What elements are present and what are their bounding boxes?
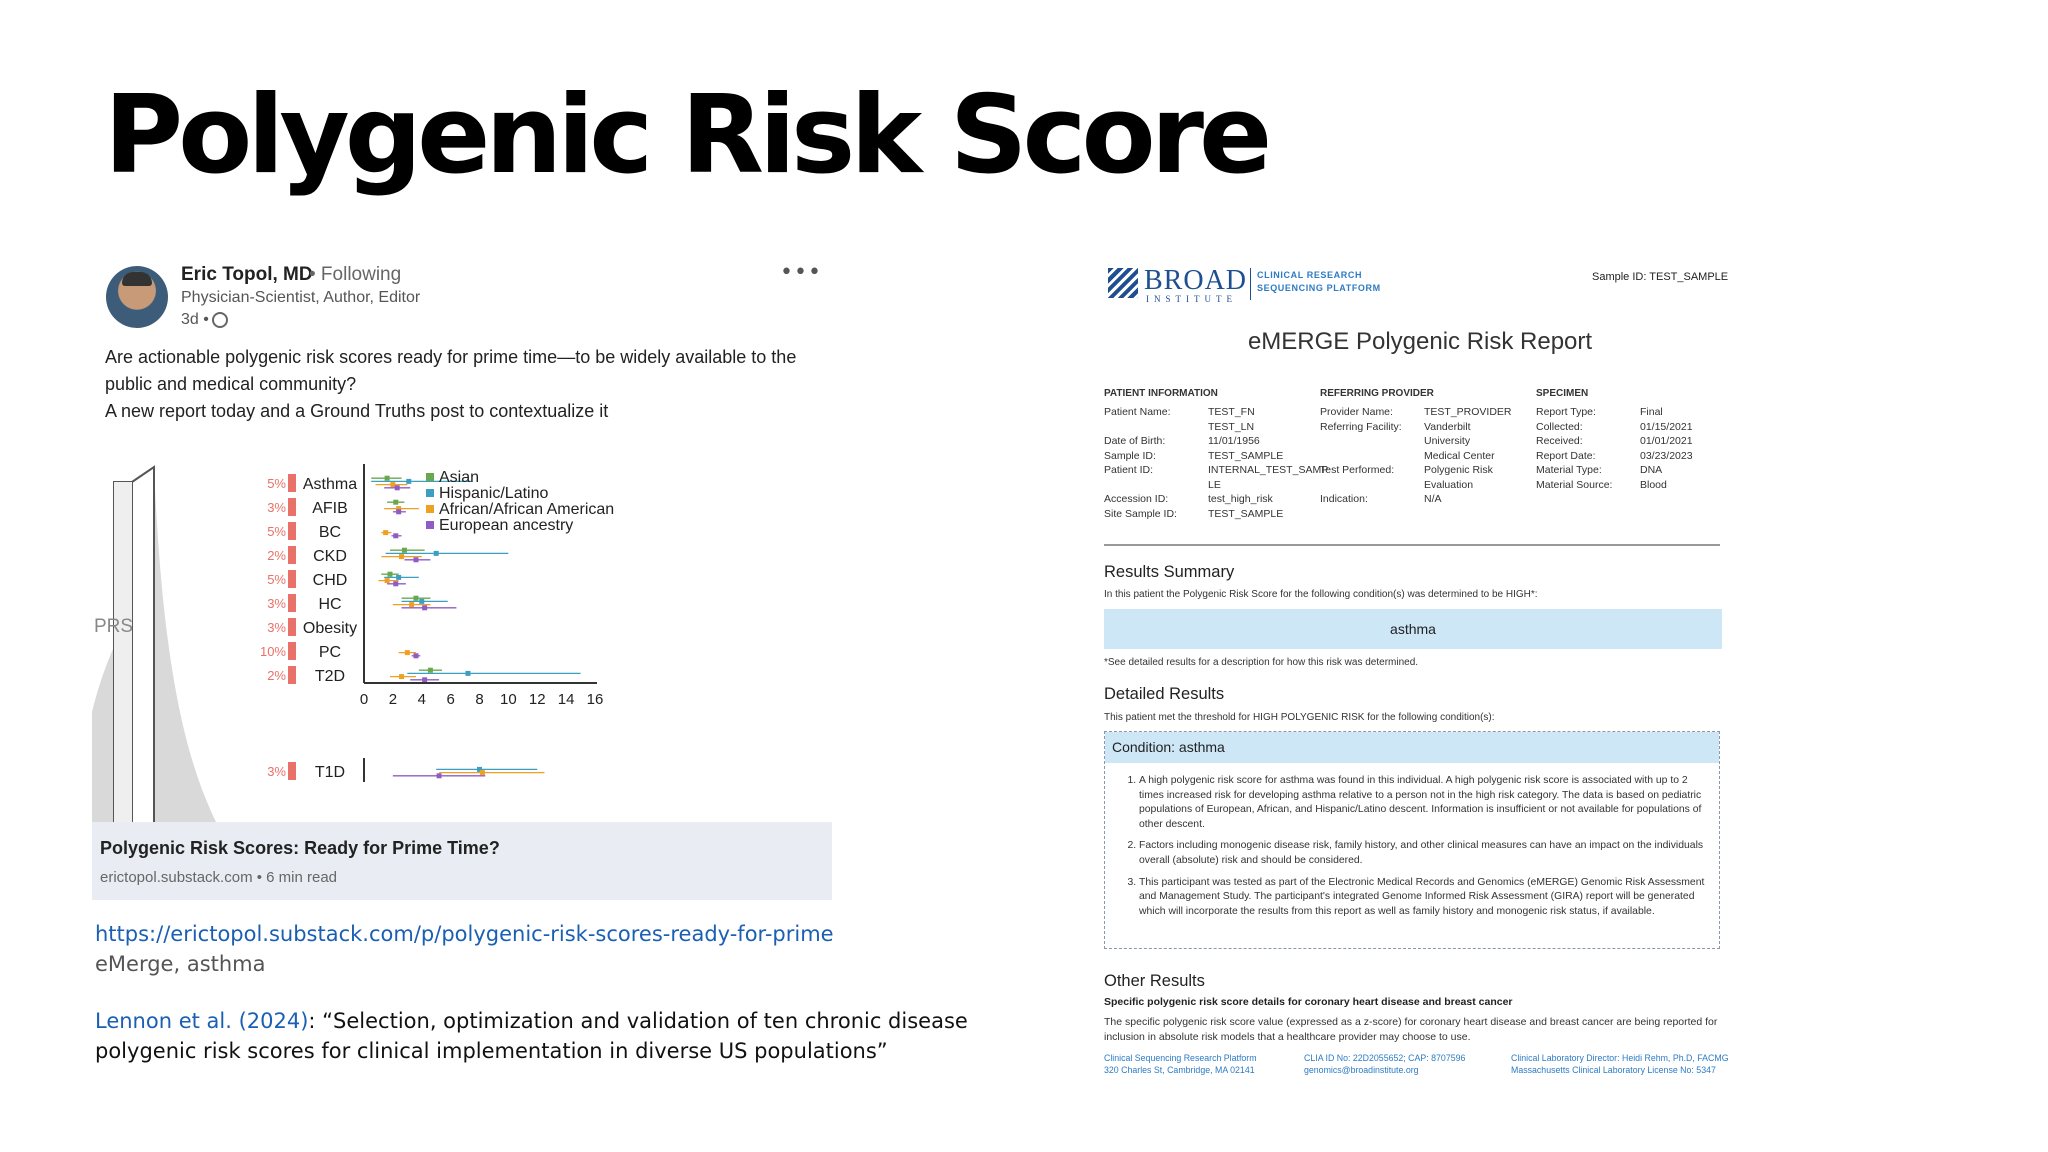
results-summary-heading: Results Summary [1104, 563, 1235, 581]
patient-label: Sample ID: [1104, 449, 1156, 462]
provider-label: Test Performed: [1320, 464, 1395, 476]
specimen-value: Final [1640, 406, 1663, 418]
footer-line: 320 Charles St, Cambridge, MA 02141 [1104, 1065, 1255, 1075]
data-point [419, 599, 424, 604]
condition-red-bar [288, 498, 296, 516]
specimen-label: Received: [1536, 435, 1583, 447]
data-point [422, 605, 427, 610]
detailed-results-text: This patient met the threshold for HIGH POLYGENIC RISK for the following condition(s): [1104, 712, 1495, 723]
post-text-line: Are actionable polygenic risk scores ready for prime time—to be widely available to the [105, 347, 797, 367]
data-point [390, 482, 395, 487]
provider-row [1320, 492, 1512, 507]
prs-chart [92, 452, 832, 822]
percentage-label: 3% [267, 500, 286, 515]
data-point [399, 674, 404, 679]
percentage-label: 5% [267, 476, 286, 491]
platform-name-line: SEQUENCING PLATFORM [1257, 283, 1381, 293]
footer-line: Clinical Laboratory Director: Heidi Rehm, Ph.D, FACMG [1511, 1053, 1729, 1063]
data-point [413, 557, 418, 562]
specimen-info [1536, 388, 1693, 492]
data-point [383, 530, 388, 535]
footer-line: Clinical Sequencing Research Platform [1104, 1053, 1257, 1063]
condition-red-bar [288, 594, 296, 612]
percentage-label: 2% [267, 668, 286, 683]
legend-swatch [426, 473, 434, 481]
prs-distribution-shape [154, 467, 216, 822]
x-tick-label: 0 [359, 691, 369, 708]
condition-red-bar [288, 474, 296, 492]
data-point [422, 677, 427, 682]
condition-detail-item: 3. This participant was tested as part of the Electronic Medical Records and Genomics (eMERGE) Genomic Risk Assessment and Management Study. The participant's integrated Genome Informed Risk Assessment (GIRA) report will be generated which will incorporate the results from this report as well as family history and monogenic risk status, if available. [1139, 876, 1707, 920]
detailed-results-heading: Detailed Results [1104, 685, 1225, 703]
condition-label: Asthma [302, 476, 358, 493]
provider-row [1320, 420, 1512, 464]
provider-label: Indication: [1320, 493, 1368, 505]
condition-label: BC [318, 524, 342, 541]
provider-info [1320, 388, 1512, 507]
data-point [437, 773, 442, 778]
specimen-value: 01/01/2021 [1640, 435, 1693, 447]
specimen-value: 03/23/2023 [1640, 449, 1693, 462]
condition-label: Obesity [302, 620, 358, 637]
provider-value: Polygenic Risk Evaluation [1424, 464, 1493, 491]
patient-label: Site Sample ID: [1104, 507, 1177, 520]
logo-divider [1250, 268, 1251, 300]
high-risk-condition: asthma [1104, 609, 1722, 649]
prs-report [1100, 250, 1740, 1090]
patient-info-header: PATIENT INFORMATION [1104, 388, 1218, 399]
link-card-title[interactable]: Polygenic Risk Scores: Ready for Prime Time? [100, 838, 500, 858]
report-title: eMERGE Polygenic Risk Report [1247, 328, 1593, 355]
data-point [393, 500, 398, 505]
specimen-row [1536, 434, 1693, 449]
data-point [385, 476, 390, 481]
prs-bracket-outer [132, 467, 154, 822]
more-options-icon[interactable]: ••• [780, 260, 822, 285]
specimen-label: Material Type: [1536, 464, 1602, 476]
specimen-row [1536, 463, 1693, 478]
patient-value: TEST_SAMPLE [1208, 507, 1284, 520]
patient-info [1104, 388, 1328, 521]
condition-red-bar [288, 642, 296, 660]
condition-heading: Condition: asthma [1105, 732, 1719, 763]
link-card-source: erictopol.substack.com • 6 min read [100, 869, 338, 886]
patient-label: Patient ID: [1104, 464, 1154, 476]
link-caption: eMerge, asthma [95, 952, 266, 976]
patient-row [1104, 507, 1328, 522]
citation-title: : “Selection, optimization and validation of ten chronic disease polygenic risk scores for clinical implementation in diverse US populations” [95, 1009, 968, 1063]
specimen-info-header: SPECIMEN [1536, 388, 1589, 399]
data-point [396, 575, 401, 580]
x-tick-label: 4 [417, 691, 426, 708]
data-point [434, 551, 439, 556]
prs-side-label: PRS [94, 616, 134, 637]
percentage-label: 10% [259, 644, 286, 659]
citation-link[interactable]: Lennon et al. (2024) [95, 1009, 309, 1033]
condition-red-bar [288, 762, 296, 780]
data-point [393, 533, 398, 538]
specimen-value: Blood [1640, 478, 1667, 491]
data-point [413, 596, 418, 601]
data-point [465, 671, 470, 676]
prs-chart-svg [92, 452, 832, 822]
patient-value: INTERNAL_TEST_SAMP LE [1208, 464, 1329, 491]
specimen-row [1536, 405, 1693, 420]
patient-value: TEST_SAMPLE [1208, 449, 1284, 462]
condition-label: PC [318, 644, 342, 661]
patient-row [1104, 434, 1328, 449]
specimen-label: Report Date: [1536, 449, 1596, 462]
patient-value: 11/01/1956 [1208, 435, 1260, 447]
percentage-label: 3% [267, 596, 286, 611]
legend-label: European ancestry [439, 517, 574, 534]
data-point [405, 650, 410, 655]
data-point [402, 548, 407, 553]
legend-label: Hispanic/Latino [439, 485, 549, 502]
provider-value: N/A [1424, 493, 1442, 505]
logo-subtitle: INSTITUTE [1146, 294, 1237, 304]
logo-wordmark: BROAD [1144, 265, 1248, 296]
data-point [395, 485, 400, 490]
patient-value: test_high_risk [1208, 493, 1273, 505]
percentage-label: 3% [267, 620, 286, 635]
post-time: 3d • [181, 311, 209, 328]
condition-red-bar [288, 570, 296, 588]
provider-value: TEST_PROVIDER [1424, 406, 1512, 418]
provider-info-header: REFERRING PROVIDER [1320, 388, 1434, 399]
sample-id: Sample ID: TEST_SAMPLE [1592, 271, 1729, 283]
prs-bar-fill [114, 482, 132, 822]
slide-title: Polygenic Risk Score [104, 73, 1268, 198]
specimen-label: Collected: [1536, 420, 1583, 433]
condition-red-bar [288, 522, 296, 540]
legend-swatch [426, 521, 434, 529]
data-point [393, 581, 398, 586]
other-results-text: The specific polygenic risk score value (expressed as a z-score) for coronary heart disease and breast cancer are being reported for inclusion in absolute risk models that a healthcare provider may choose to use. [1104, 1016, 1718, 1043]
citation [95, 1006, 995, 1066]
broad-logo-icon [1108, 268, 1138, 298]
data-point [385, 578, 390, 583]
post-text-line: A new report today and a Ground Truths post to contextualize it [105, 401, 609, 421]
percentage-label: 2% [267, 548, 286, 563]
x-tick-label: 16 [586, 691, 604, 708]
legend-swatch [426, 505, 434, 513]
condition-label: T1D [314, 764, 346, 781]
results-summary-text: In this patient the Polygenic Risk Score for the following condition(s) was determined to be HIGH*: [1104, 589, 1538, 600]
data-point [409, 602, 414, 607]
author-subtitle: Physician-Scientist, Author, Editor [181, 289, 421, 306]
condition-label: HC [318, 596, 342, 613]
condition-label: T2D [314, 668, 346, 685]
prs-distribution-left [92, 642, 116, 822]
link-preview-card[interactable] [92, 822, 832, 900]
patient-row [1104, 492, 1328, 507]
platform-name [1257, 269, 1381, 295]
footer-director [1511, 1052, 1729, 1076]
footer-line: CLIA ID No: 22D2055652; CAP: 8707596 [1304, 1053, 1466, 1063]
legend-label: African/African American [439, 501, 615, 518]
patient-label: Accession ID: [1104, 493, 1169, 505]
x-tick-label: 10 [500, 691, 517, 708]
specimen-label: Material Source: [1536, 478, 1613, 491]
percentage-label: 3% [267, 764, 286, 779]
condition-red-bar [288, 546, 296, 564]
condition-label: AFIB [312, 500, 348, 517]
globe-icon [212, 312, 228, 328]
data-point [480, 770, 485, 775]
footer-line: Massachusetts Clinical Laboratory License No: 5347 [1511, 1065, 1716, 1075]
patient-row [1104, 449, 1328, 464]
patient-label: Date of Birth: [1104, 435, 1166, 447]
provider-value: Vanderbilt University Medical Center [1424, 420, 1495, 462]
platform-name-line: CLINICAL RESEARCH [1257, 270, 1363, 280]
x-tick-label: 6 [446, 691, 455, 708]
social-post-card [92, 252, 832, 900]
data-point [428, 668, 433, 673]
provider-row [1320, 405, 1512, 420]
condition-detail-item: 1. A high polygenic risk score for asthma was found in this individual. A high polygenic risk score is associated with up to 2 times increased risk for developing asthma relative to a person not in the high risk category. The data is based on pediatric populations of European, African, and Hispanic/Latino descent. Information is insufficient or not available for populations of other descent. [1139, 774, 1707, 832]
condition-red-bar [288, 666, 296, 684]
specimen-value: DNA [1640, 464, 1663, 476]
footer-email[interactable]: genomics@broadinstitute.org [1304, 1065, 1419, 1075]
x-tick-label: 14 [557, 691, 575, 708]
results-note: *See detailed results for a description for how this risk was determined. [1104, 657, 1419, 668]
author-avatar[interactable] [106, 266, 168, 328]
post-text-line: public and medical community? [105, 374, 357, 394]
provider-label: Referring Facility: [1320, 420, 1402, 433]
following-status[interactable]: • Following [309, 264, 402, 285]
provider-label: Provider Name: [1320, 406, 1393, 418]
specimen-value: 01/15/2021 [1640, 420, 1693, 433]
patient-row [1104, 405, 1328, 434]
data-point [396, 509, 401, 514]
footer-platform [1104, 1052, 1257, 1076]
data-point [413, 653, 418, 658]
other-results-subheading: Specific polygenic risk score details for coronary heart disease and breast cancer [1104, 996, 1513, 1008]
specimen-row [1536, 449, 1693, 464]
patient-row [1104, 463, 1328, 492]
specimen-row [1536, 420, 1693, 435]
condition-details [1123, 774, 1707, 926]
post-text [105, 344, 805, 425]
condition-label: CKD [313, 548, 347, 565]
other-results-heading: Other Results [1104, 972, 1205, 990]
x-tick-label: 2 [388, 691, 398, 708]
x-tick-label: 12 [528, 691, 546, 708]
specimen-row [1536, 478, 1693, 493]
data-point [399, 554, 404, 559]
data-point [406, 479, 411, 484]
author-name[interactable]: Eric Topol, MD [181, 264, 313, 285]
specimen-label: Report Type: [1536, 406, 1596, 418]
percentage-label: 5% [267, 572, 286, 587]
condition-detail-item: 2. Factors including monogenic disease risk, family history, and other clinical measures can have an impact on the individuals overall (absolute) risk and should be considered. [1139, 839, 1707, 868]
substack-link[interactable]: https://erictopol.substack.com/p/polygenic-risk-scores-ready-for-prime [95, 922, 834, 946]
x-tick-label: 8 [475, 691, 484, 708]
condition-red-bar [288, 618, 296, 636]
percentage-label: 5% [267, 524, 286, 539]
provider-row [1320, 463, 1512, 492]
patient-label: Patient Name: [1104, 406, 1171, 418]
condition-box [1104, 731, 1720, 949]
footer-clia [1304, 1052, 1465, 1076]
legend-label: Asian [439, 469, 480, 486]
legend-swatch [426, 489, 434, 497]
patient-value: TEST_FN TEST_LN [1208, 406, 1255, 433]
data-point [387, 572, 392, 577]
section-divider [1104, 544, 1720, 546]
condition-label: CHD [312, 572, 348, 589]
